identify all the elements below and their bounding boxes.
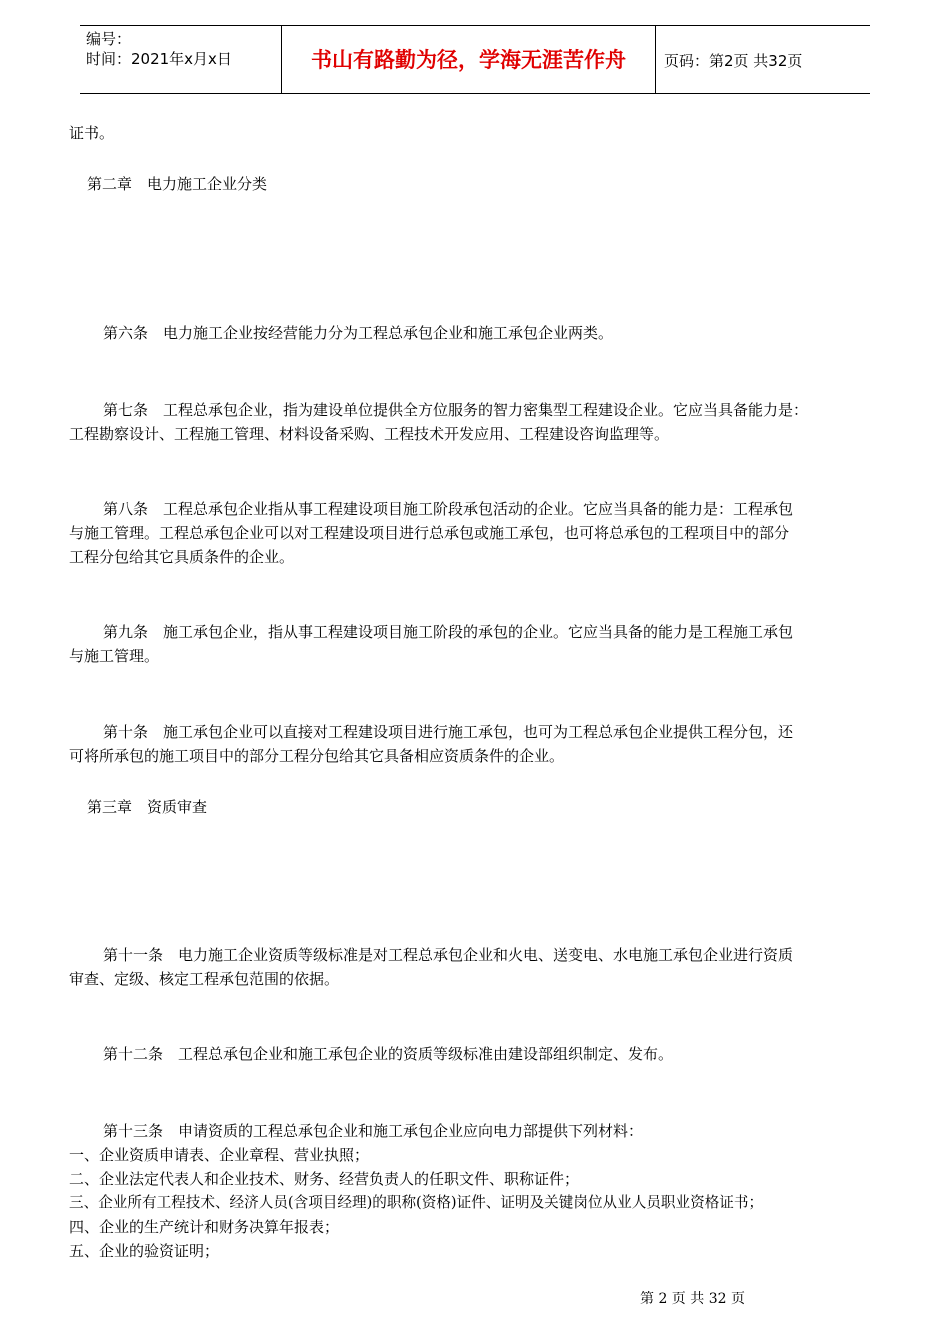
article-7-line-2: 工程勘察设计、工程施工管理、材料设备采购、工程技术开发应用、工程建设咨询监理等。 <box>69 425 670 443</box>
paragraph-continuation: 证书。 <box>69 124 115 142</box>
list-item-3: 三、企业所有工程技术、经济人员(含项目经理)的职称(资格)证件、证明及关键岗位从业人员职业资格证书； <box>69 1194 764 1211</box>
page-footer: 第 2 页 共 32 页 <box>640 1291 745 1307</box>
list-item-5: 五、企业的验资证明； <box>69 1242 220 1260</box>
article-8-line-2: 与施工管理。工程总承包企业可以对工程建设项目进行总承包或施工承包，也可将总承包的工程项目中的部分 <box>69 524 790 542</box>
article-11-line-2: 审查、定级、核定工程承包范围的依据。 <box>69 970 340 988</box>
article-9-line-2: 与施工管理。 <box>69 647 160 665</box>
chapter-heading-2: 第二章 电力施工企业分类 <box>87 175 268 193</box>
header-bottom-rule <box>80 93 870 94</box>
header-divider-right <box>655 25 656 93</box>
header-time-label: 时间：2021年x月x日 <box>86 50 232 68</box>
article-8-line-1: 第八条 工程总承包企业指从事工程建设项目施工阶段承包活动的企业。它应当具备的能力是：工程承包 <box>103 500 794 518</box>
list-item-4: 四、企业的生产统计和财务决算年报表； <box>69 1218 340 1236</box>
header-number-label: 编号： <box>86 30 132 48</box>
list-item-1: 一、企业资质申请表、企业章程、营业执照； <box>69 1146 370 1164</box>
article-8-line-3: 工程分包给其它具质条件的企业。 <box>69 548 295 566</box>
article-6: 第六条 电力施工企业按经营能力分为工程总承包企业和施工承包企业两类。 <box>103 324 614 342</box>
article-9-line-1: 第九条 施工承包企业，指从事工程建设项目施工阶段的承包的企业。它应当具备的能力是工程施工承包 <box>103 623 794 641</box>
article-12: 第十二条 工程总承包企业和施工承包企业的资质等级标准由建设部组织制定、发布。 <box>103 1045 674 1063</box>
article-11-line-1: 第十一条 电力施工企业资质等级标准是对工程总承包企业和火电、送变电、水电施工承包企业进行资质 <box>103 946 794 964</box>
article-10-line-1: 第十条 施工承包企业可以直接对工程建设项目进行施工承包，也可为工程总承包企业提供工程分包，还 <box>103 723 794 741</box>
header-motto: 书山有路勤为径，学海无涯苦作舟 <box>311 48 626 72</box>
article-7-line-1: 第七条 工程总承包企业，指为建设单位提供全方位服务的智力密集型工程建设企业。它应当具备能力是： <box>103 401 809 419</box>
list-item-2: 二、企业法定代表人和企业技术、财务、经营负责人的任职文件、职称证件； <box>69 1170 580 1188</box>
header-page-info: 页码：第2页 共32页 <box>664 52 803 70</box>
header-divider-left <box>281 25 282 93</box>
header-top-rule <box>80 25 870 26</box>
article-13: 第十三条 申请资质的工程总承包企业和施工承包企业应向电力部提供下列材料： <box>103 1122 644 1140</box>
article-10-line-2: 可将所承包的施工项目中的部分工程分包给其它具备相应资质条件的企业。 <box>69 747 565 765</box>
chapter-heading-3: 第三章 资质审查 <box>87 798 208 816</box>
